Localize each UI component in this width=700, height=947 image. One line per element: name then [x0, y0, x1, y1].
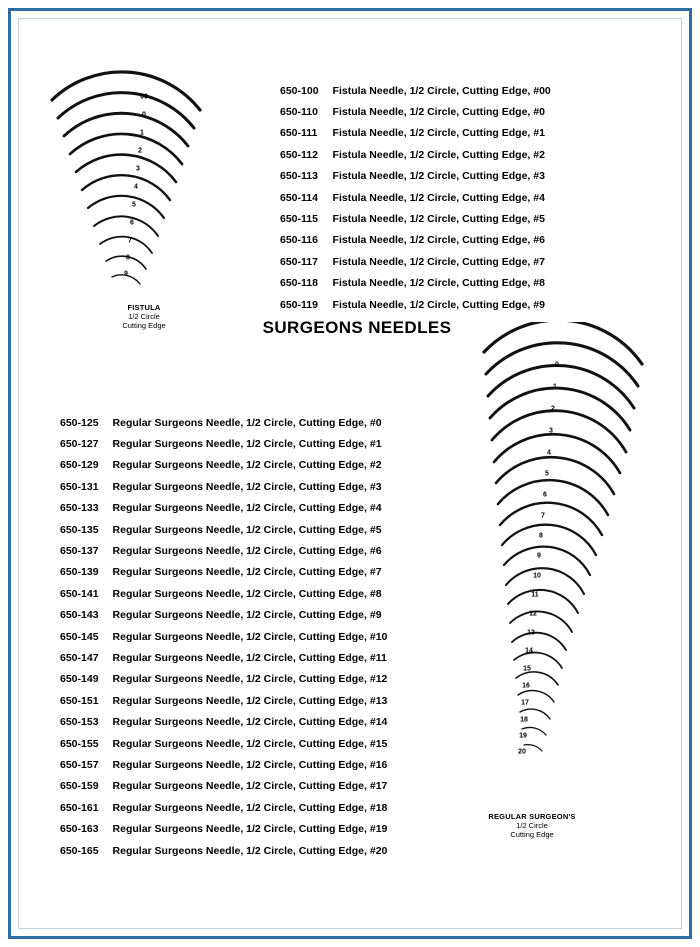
item-description: Fistula Needle, 1/2 Circle, Cutting Edge, #00 [332, 84, 551, 97]
item-code: 650-133 [60, 502, 99, 515]
item-description: Regular Surgeons Needle, 1/2 Circle, Cutting Edge, #14 [112, 716, 388, 729]
item-description: Regular Surgeons Needle, 1/2 Circle, Cutting Edge, #20 [112, 844, 388, 857]
fistula-size-label-3: 3 [136, 165, 140, 173]
table-row[interactable] [280, 166, 551, 187]
fistula-caption-line1: FISTULA [127, 303, 161, 312]
regular-caption-line2: 1/2 Circle [516, 821, 548, 830]
fistula-size-label-0: 0 [142, 111, 146, 119]
table-row[interactable] [60, 754, 387, 775]
table-row[interactable] [280, 101, 551, 122]
item-description: Fistula Needle, 1/2 Circle, Cutting Edge, #5 [332, 213, 545, 226]
regular-size-label-20: 20 [518, 748, 526, 756]
item-description: Regular Surgeons Needle, 1/2 Circle, Cutting Edge, #19 [112, 823, 388, 836]
table-row[interactable] [280, 294, 551, 315]
item-code: 650-149 [60, 673, 99, 686]
fistula-size-label-4: 4 [134, 183, 138, 191]
item-code: 650-161 [60, 801, 99, 814]
regular-size-label-9: 9 [537, 552, 541, 560]
item-description: Regular Surgeons Needle, 1/2 Circle, Cutting Edge, #4 [112, 502, 382, 515]
table-row[interactable] [60, 626, 387, 647]
table-row[interactable] [60, 647, 387, 668]
item-code: 650-165 [60, 844, 99, 857]
table-row[interactable] [280, 80, 551, 101]
regular-size-label-5: 5 [545, 470, 549, 478]
item-description: Fistula Needle, 1/2 Circle, Cutting Edge, #9 [332, 298, 545, 311]
item-description: Regular Surgeons Needle, 1/2 Circle, Cutting Edge, #10 [112, 630, 388, 643]
regular-size-label-16: 16 [522, 682, 530, 690]
item-code: 650-131 [60, 480, 99, 493]
item-description: Fistula Needle, 1/2 Circle, Cutting Edge, #6 [332, 234, 545, 247]
fistula-size-label-5: 5 [132, 201, 136, 209]
regular-size-label-8: 8 [539, 532, 543, 540]
item-code: 650-159 [60, 780, 99, 793]
table-row[interactable] [60, 583, 387, 604]
table-row[interactable] [60, 605, 387, 626]
item-code: 650-145 [60, 630, 99, 643]
item-description: Regular Surgeons Needle, 1/2 Circle, Cutting Edge, #9 [112, 609, 382, 622]
item-code: 650-143 [60, 609, 99, 622]
regular-surgeons-needle-diagram [442, 322, 662, 812]
regular-size-label-7: 7 [541, 512, 545, 520]
table-row[interactable] [280, 208, 551, 229]
regular-size-label-17: 17 [521, 699, 529, 707]
table-row[interactable] [60, 562, 387, 583]
table-row[interactable] [60, 498, 387, 519]
regular-size-label-15: 15 [523, 665, 531, 673]
table-row[interactable] [60, 733, 387, 754]
item-description: Regular Surgeons Needle, 1/2 Circle, Cutting Edge, #0 [112, 416, 382, 429]
item-code: 650-115 [280, 213, 318, 226]
item-code: 650-110 [280, 106, 318, 119]
item-description: Fistula Needle, 1/2 Circle, Cutting Edge, #0 [332, 106, 545, 119]
item-code: 650-127 [60, 438, 99, 451]
item-code: 650-125 [60, 416, 99, 429]
item-code: 650-116 [280, 234, 318, 247]
item-code: 650-129 [60, 459, 99, 472]
table-row[interactable] [60, 690, 387, 711]
fistula-size-label-9: 9 [124, 270, 128, 278]
item-code: 650-113 [280, 170, 318, 183]
regular-caption-line1: REGULAR SURGEON'S [488, 812, 576, 821]
regular-size-label-1: 1 [553, 383, 557, 391]
regular-size-label-10: 10 [533, 572, 541, 580]
item-description: Regular Surgeons Needle, 1/2 Circle, Cutting Edge, #3 [112, 480, 382, 493]
table-row[interactable] [60, 840, 387, 861]
fistula-size-label-00: 00 [140, 93, 148, 101]
table-row[interactable] [280, 230, 551, 251]
item-description: Regular Surgeons Needle, 1/2 Circle, Cutting Edge, #12 [112, 673, 388, 686]
regular-caption [462, 812, 602, 839]
fistula-size-label-1: 1 [140, 129, 144, 137]
item-code: 650-114 [280, 191, 318, 204]
item-code: 650-111 [280, 127, 318, 140]
table-row[interactable] [60, 669, 387, 690]
catalog-sheet [22, 22, 678, 925]
item-description: Regular Surgeons Needle, 1/2 Circle, Cutting Edge, #1 [112, 438, 382, 451]
item-code: 650-155 [60, 737, 99, 750]
fistula-caption [84, 303, 204, 330]
table-row[interactable] [280, 273, 551, 294]
table-row[interactable] [60, 455, 387, 476]
fistula-needle-diagram [32, 52, 212, 302]
table-row[interactable] [60, 797, 387, 818]
table-row[interactable] [60, 412, 387, 433]
item-code: 650-118 [280, 277, 318, 290]
item-description: Regular Surgeons Needle, 1/2 Circle, Cutting Edge, #5 [112, 523, 382, 536]
item-description: Fistula Needle, 1/2 Circle, Cutting Edge, #2 [332, 148, 545, 161]
table-row[interactable] [60, 818, 387, 839]
item-description: Regular Surgeons Needle, 1/2 Circle, Cutting Edge, #18 [112, 801, 388, 814]
item-code: 650-137 [60, 545, 99, 558]
regular-size-label-4: 4 [547, 449, 551, 457]
item-code: 650-139 [60, 566, 99, 579]
item-description: Regular Surgeons Needle, 1/2 Circle, Cutting Edge, #2 [112, 459, 382, 472]
regular-size-label-6: 6 [543, 491, 547, 499]
item-description: Regular Surgeons Needle, 1/2 Circle, Cutting Edge, #16 [112, 758, 388, 771]
item-description: Fistula Needle, 1/2 Circle, Cutting Edge, #3 [332, 170, 545, 183]
item-code: 650-151 [60, 694, 99, 707]
item-description: Regular Surgeons Needle, 1/2 Circle, Cutting Edge, #13 [112, 694, 388, 707]
fistula-size-label-6: 6 [130, 219, 134, 227]
fistula-size-label-7: 7 [128, 237, 132, 245]
fistula-caption-line3: Cutting Edge [122, 321, 166, 330]
item-description: Regular Surgeons Needle, 1/2 Circle, Cutting Edge, #15 [112, 737, 388, 750]
item-description: Regular Surgeons Needle, 1/2 Circle, Cutting Edge, #17 [112, 780, 388, 793]
item-description: Fistula Needle, 1/2 Circle, Cutting Edge, #1 [332, 127, 545, 140]
table-row[interactable] [280, 144, 551, 165]
regular-size-label-0: 0 [555, 361, 559, 369]
item-code: 650-112 [280, 148, 318, 161]
item-code: 650-100 [280, 84, 319, 97]
regular-size-label-3: 3 [549, 427, 553, 435]
regular-size-label-11: 11 [531, 591, 539, 599]
regular-size-label-14: 14 [525, 647, 533, 655]
item-description: Regular Surgeons Needle, 1/2 Circle, Cutting Edge, #8 [112, 587, 382, 600]
table-row[interactable] [60, 540, 387, 561]
fistula-size-label-2: 2 [138, 147, 142, 155]
regular-caption-line3: Cutting Edge [510, 830, 554, 839]
fistula-caption-line2: 1/2 Circle [128, 312, 160, 321]
item-code: 650-119 [280, 298, 318, 311]
fistula-needle-list [280, 80, 551, 315]
table-row[interactable] [280, 123, 551, 144]
table-row[interactable] [60, 433, 387, 454]
table-row[interactable] [280, 187, 551, 208]
fistula-size-label-8: 8 [126, 254, 130, 262]
table-row[interactable] [60, 711, 387, 732]
item-code: 650-153 [60, 716, 99, 729]
item-description: Fistula Needle, 1/2 Circle, Cutting Edge, #8 [332, 277, 545, 290]
item-description: Fistula Needle, 1/2 Circle, Cutting Edge, #7 [332, 255, 545, 268]
item-code: 650-163 [60, 823, 99, 836]
table-row[interactable] [280, 251, 551, 272]
table-row[interactable] [60, 776, 387, 797]
regular-needle-svg [442, 322, 662, 812]
item-description: Regular Surgeons Needle, 1/2 Circle, Cutting Edge, #11 [112, 651, 387, 664]
item-description: Regular Surgeons Needle, 1/2 Circle, Cutting Edge, #7 [112, 566, 382, 579]
item-description: Fistula Needle, 1/2 Circle, Cutting Edge, #4 [332, 191, 545, 204]
table-row[interactable] [60, 476, 387, 497]
regular-size-label-13: 13 [527, 629, 535, 637]
regular-size-label-19: 19 [519, 732, 527, 740]
fistula-needle-svg [32, 52, 212, 302]
item-code: 650-147 [60, 651, 99, 664]
regular-surgeons-needle-list [60, 412, 387, 861]
item-code: 650-157 [60, 758, 99, 771]
item-code: 650-141 [60, 587, 99, 600]
item-code: 650-135 [60, 523, 99, 536]
regular-size-label-12: 12 [529, 610, 537, 618]
table-row[interactable] [60, 519, 387, 540]
item-code: 650-117 [280, 255, 318, 268]
item-description: Regular Surgeons Needle, 1/2 Circle, Cutting Edge, #6 [112, 545, 382, 558]
regular-size-label-18: 18 [520, 716, 528, 724]
page-title: SURGEONS NEEDLES [262, 318, 452, 337]
regular-size-label-2: 2 [551, 405, 555, 413]
